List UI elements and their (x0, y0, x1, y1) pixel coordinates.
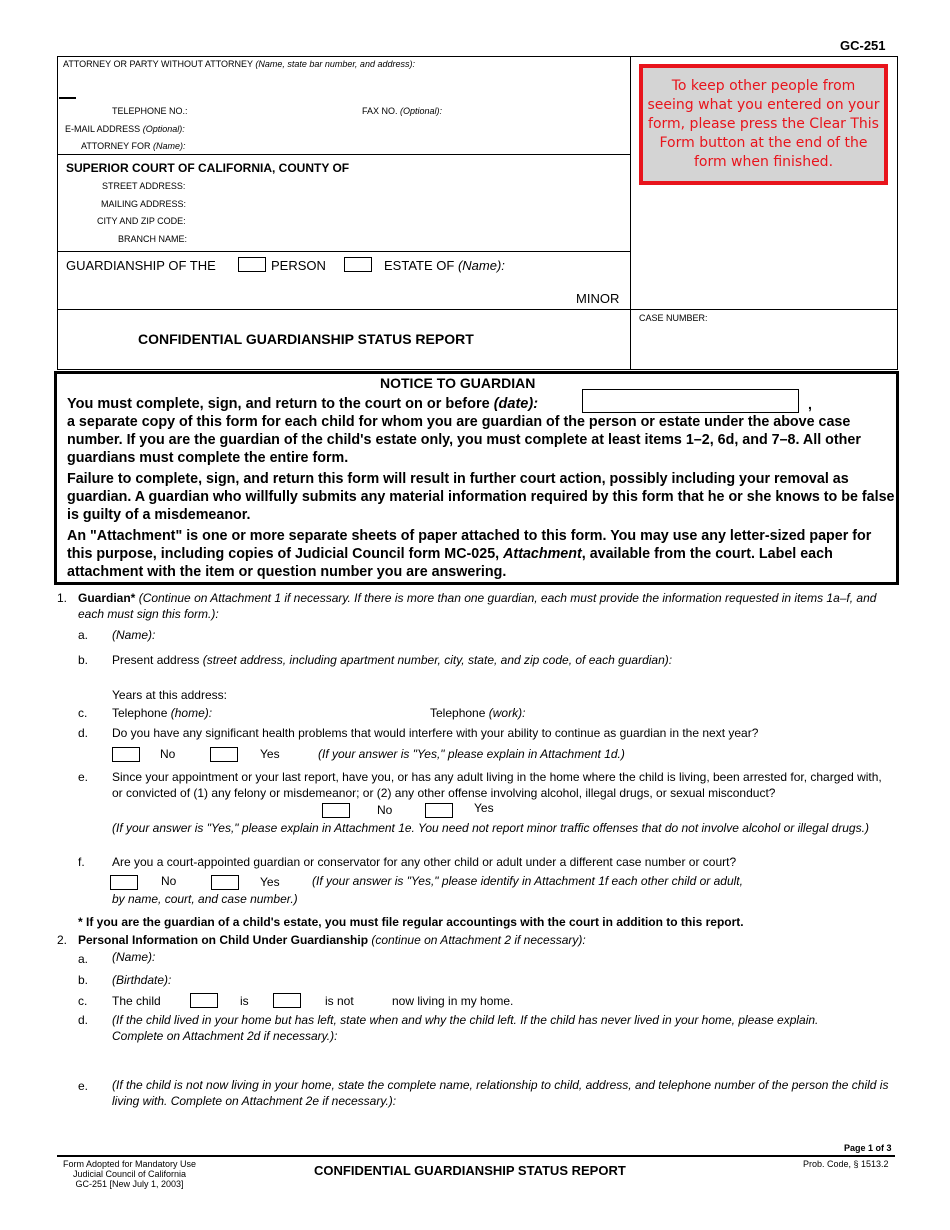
mailing-label: MAILING ADDRESS: (101, 199, 187, 209)
item-1d-letter: d. (78, 726, 89, 740)
health-hint: (If your answer is "Yes," please explain in Attachment 1d.) (318, 747, 625, 761)
other-yes-checkbox[interactable] (211, 875, 239, 890)
page-number: Page 1 of 3 (844, 1143, 892, 1153)
health-yes-checkbox[interactable] (210, 747, 238, 762)
estate-label: ESTATE OF (Name): (384, 258, 505, 273)
item-1a-letter: a. (78, 628, 89, 642)
child-residence-input[interactable] (112, 1110, 885, 1138)
health-no-checkbox[interactable] (112, 747, 140, 762)
item-1c-letter: c. (78, 706, 88, 720)
notice-paragraph-2: Failure to complete, sign, and return this form will result in further court action, possibly including your removal as guardian. A guardian who willfully submits any material information required by this form that he or she knows to be false is guilty of a misdemeanor. (67, 471, 895, 523)
street-input[interactable] (192, 178, 625, 192)
child-name-label: (Name): (112, 950, 156, 964)
email-label: E-MAIL ADDRESS (Optional): (65, 124, 185, 134)
arrest-yes-checkbox[interactable] (425, 803, 453, 818)
other-no-label: No (161, 874, 177, 888)
person-checkbox[interactable] (238, 257, 266, 272)
item-1-number: 1. (57, 591, 68, 605)
telephone-label: TELEPHONE NO.: (112, 106, 188, 116)
notice-paragraph-3: An "Attachment" is one or more separate sheets of paper attached to this form. You may use any letter-sized paper for this purpose, including copies of Judicial Council form MC-025, Attachment, available from the court. Label each attachment with the item or question number you are answering. (67, 528, 872, 580)
item-1e-letter: e. (78, 770, 89, 784)
other-hint-1: (If your answer is "Yes," please identify in Attachment 1f each other child or adult, (312, 874, 743, 888)
city-label: CITY AND ZIP CODE: (97, 216, 186, 226)
other-hint-2: by name, court, and case number.) (112, 892, 298, 906)
fax-input[interactable] (450, 103, 625, 117)
attorney-for-input[interactable] (192, 138, 625, 152)
item-2-heading: Personal Information on Child Under Guardianship (continue on Attachment 2 if necessary): (78, 933, 586, 947)
probate-code: Prob. Code, § 1513.2 (803, 1159, 889, 1169)
item-2-number: 2. (57, 933, 68, 947)
child-left-input[interactable] (112, 1045, 885, 1073)
birthdate-input[interactable] (185, 970, 485, 986)
child-is-label: is (240, 994, 249, 1008)
address-label: Present address (street address, including apartment number, city, state, and zip code, of each guardian): (112, 653, 673, 667)
ward-name-input[interactable] (66, 276, 566, 292)
child-left-hint: (If the child lived in your home but has left, state when and why the child left. If the child has never lived in your home, please explain. Complete on Attachment 2d if necessary.): (112, 1013, 819, 1043)
attorney-for-label: ATTORNEY FOR (Name): (81, 141, 186, 151)
notice-comma: , (808, 396, 812, 412)
due-date-input[interactable] (582, 389, 799, 413)
notice-paragraph-1: a separate copy of this form for each child for whom you are guardian of the person or estate under the above case number. If you are the guardian of the child's estate only, you must complete at least items 1–2, 6d, and 7–8. All other guardians must complete the entire form. (67, 414, 861, 466)
telephone-home-label: Telephone (home): (112, 706, 213, 720)
court-title: SUPERIOR COURT OF CALIFORNIA, COUNTY OF (66, 161, 350, 175)
estate-checkbox[interactable] (344, 257, 372, 272)
case-number-label: CASE NUMBER: (639, 313, 708, 323)
adoption-note: Form Adopted for Mandatory Use Judicial Council of California GC-251 [New July 1, 2003] (62, 1159, 197, 1189)
branch-label: BRANCH NAME: (118, 234, 188, 244)
guardian-name-label: (Name): (112, 628, 156, 642)
years-label: Years at this address: (112, 688, 227, 702)
telephone-input[interactable] (192, 103, 352, 117)
child-living-label: The child (112, 994, 161, 1008)
fax-label: FAX NO. (Optional): (362, 106, 443, 116)
guardian-name-input[interactable] (165, 625, 885, 641)
guardianship-of-label: GUARDIANSHIP OF THE (66, 258, 216, 273)
item-2b-letter: b. (78, 973, 89, 987)
privacy-notice: To keep other people from seeing what you entered on your form, please press the Clear This Form button at the end of the form when finished. (639, 64, 888, 185)
child-residence-hint: (If the child is not now living in your home, state the complete name, relationship to child, address, and telephone number of the person the child is living with. Complete on Attachment 2e if necessary.): (112, 1078, 889, 1108)
county-input[interactable] (396, 159, 625, 175)
health-question: Do you have any significant health problems that would interfere with your ability to continue as guardian in the next year? (112, 726, 759, 740)
estate-footnote: * If you are the guardian of a child's estate, you must file regular accountings with the court in addition to this report. (78, 915, 744, 929)
item-2e-letter: e. (78, 1079, 89, 1093)
arrest-hint: (If your answer is "Yes," please explain in Attachment 1e. You need not report minor traffic offenses that do not involve alcohol or illegal drugs.) (112, 821, 869, 835)
telephone-work-label: Telephone (work): (430, 706, 526, 720)
child-living-rest: now living in my home. (392, 994, 514, 1008)
email-input[interactable] (192, 121, 625, 135)
item-2c-letter: c. (78, 994, 88, 1008)
person-label: PERSON (271, 258, 326, 273)
health-no-label: No (160, 747, 176, 761)
form-title: CONFIDENTIAL GUARDIANSHIP STATUS REPORT (138, 331, 474, 347)
child-is-checkbox[interactable] (190, 993, 218, 1008)
birthdate-label: (Birthdate): (112, 973, 172, 987)
item-1f-letter: f. (78, 855, 85, 869)
city-input[interactable] (192, 213, 625, 227)
years-input[interactable] (252, 685, 402, 701)
case-number-input[interactable] (639, 326, 893, 364)
item-2d-letter: d. (78, 1013, 89, 1027)
telephone-home-input[interactable] (235, 703, 415, 719)
arrest-yes-label: Yes (474, 801, 494, 815)
telephone-work-input[interactable] (547, 703, 877, 719)
other-no-checkbox[interactable] (110, 875, 138, 890)
item-1-heading: Guardian* (Continue on Attachment 1 if necessary. If there is more than one guardian, each must provide the information requested in items 1a–f, and each must sign this form.): (78, 591, 877, 621)
child-isnot-label: is not (325, 994, 354, 1008)
mailing-input[interactable] (192, 196, 625, 210)
child-isnot-checkbox[interactable] (273, 993, 301, 1008)
health-yes-label: Yes (260, 747, 280, 761)
child-name-input[interactable] (165, 947, 885, 963)
arrest-no-checkbox[interactable] (322, 803, 350, 818)
form-number: GC-251 (840, 38, 886, 53)
notice-line1: You must complete, sign, and return to the court on or before (date): (67, 396, 539, 412)
other-guardianship-question: Are you a court-appointed guardian or conservator for any other child or adult under a different case number or court? (112, 855, 737, 869)
arrest-question: Since your appointment or your last report, have you, or has any adult living in the home where the child is living, been arrested for, charged with, or convicted of (1) any felony or misdemeanor; or (2) any other offense involving alcohol, illegal drugs, or sexual misconduct? (112, 770, 882, 800)
footer-title: CONFIDENTIAL GUARDIANSHIP STATUS REPORT (314, 1163, 626, 1178)
minor-label: MINOR (576, 291, 620, 306)
attorney-input[interactable] (76, 72, 626, 98)
branch-input[interactable] (192, 231, 625, 245)
attorney-label: ATTORNEY OR PARTY WITHOUT ATTORNEY (Name, state bar number, and address): (63, 59, 415, 69)
notice-title: NOTICE TO GUARDIAN (380, 375, 536, 391)
item-1b-letter: b. (78, 653, 89, 667)
other-yes-label: Yes (260, 875, 280, 889)
arrest-no-label: No (377, 803, 393, 817)
guardian-address-input[interactable] (112, 669, 885, 685)
street-label: STREET ADDRESS: (102, 181, 186, 191)
item-2a-letter: a. (78, 952, 89, 966)
